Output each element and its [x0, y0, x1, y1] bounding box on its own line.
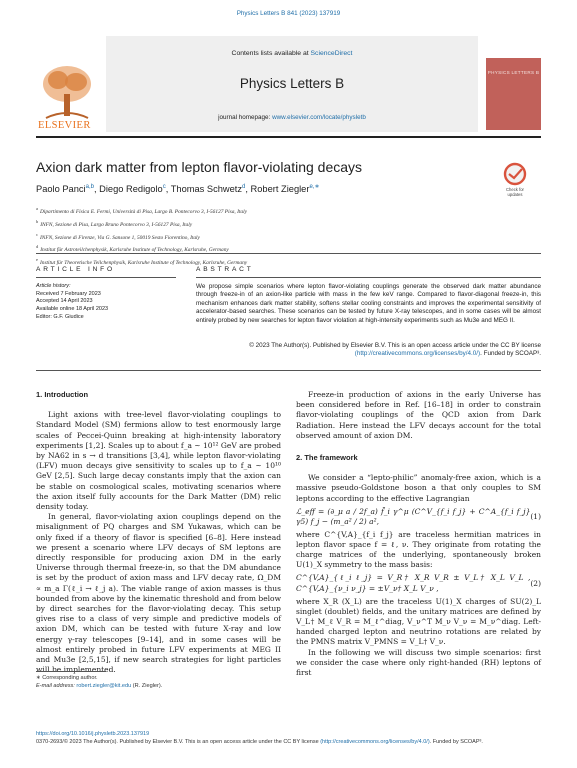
paragraph: where C^{V,A}_{f_i f_j} are traceless hermitian matrices in lepton flavor space f = ℓ, ν. They originate from rotating the charge matrices of the underlying, spontaneously broken U(1)_X symmetry to the mass basis: [296, 529, 541, 570]
author-affil-mark[interactable]: d [242, 184, 246, 190]
abstract-bottom-divider [36, 370, 541, 371]
paragraph: In the following we will discuss two simple scenarios: first we consider the case where only right-handed (RH) leptons of first [296, 647, 541, 678]
footer-copyright: 0370-2693/© 2023 The Author(s). Published by Elsevier B.V. This is an open access article under the CC BY license [36, 738, 319, 745]
affiliation-mark: c [36, 231, 38, 237]
email-label: E-mail address: [36, 683, 77, 689]
history-label: Article history: [36, 283, 71, 289]
affiliation-list [36, 204, 506, 268]
contents-prefix: Contents lists available at [231, 50, 311, 57]
affiliation-divider [36, 253, 541, 254]
author-list: Paolo Panci$^{a,b}$, Diego Redigolo$^c$, Thomas Schwetz$^d$, Robert Ziegler$^{e,∗}$ [36, 184, 320, 195]
info-divider [36, 277, 176, 278]
author-name[interactable]: Thomas Schwetz [170, 184, 243, 195]
affiliation-text: Institut für Theoretische Teilchenphysik, Karlsruhe Institute of Technology, Karlsruhe, Germany [39, 259, 248, 266]
right-column [296, 390, 541, 678]
author-name[interactable]: Paolo Panci [36, 184, 86, 195]
paragraph: Freeze-in production of axions in the early Universe has been considered before in Ref. [16–18] in order to constrain flavor-violating couplings of the QCD axion from Dark Radiation. Here instead the LFV decays account for the total observed amount of axion DM. [296, 390, 541, 440]
abstract-text: We propose simple scenarios where lepton flavor-violating couplings generate the observed dark matter abundance through freeze-in of an axion-like particle with mass in the few keV range. Compared to flavor-diagonal freeze-in, this mechanism enhances dark matter stability, softens stellar cooling constraints and improves the experimental sensitivity of accelerator-based searches. These scenarios can be tested by future X-ray telescopes, and in some cases will be almost entirely probed by new searches for lepton flavor violation at high-intensity experiments such as Mu3e and MEG II. [196, 283, 541, 324]
equation-body: ℒ_eff = (∂_μ a / 2f_a) f̄_i γ^μ (C^V_{f_i f_j} + C^A_{f_i f_j} γ5) f_j − (m_a² / 2) a², [296, 506, 531, 526]
article-title: Axion dark matter from lepton flavor-violating decays [36, 159, 363, 175]
copyright-text: © 2023 The Author(s). Published by Elsevier B.V. This is an open access article under the CC BY license [249, 342, 541, 349]
header-divider [36, 136, 541, 138]
article-info-heading: ARTICLE INFO [36, 266, 115, 273]
email-link[interactable]: robert.ziegler@kit.edu [76, 683, 132, 689]
footer-license-link[interactable]: (http://creativecommons.org/licenses/by/4.0/) [320, 738, 430, 745]
affiliation [36, 217, 506, 230]
equation-1 [296, 504, 541, 530]
article-history [36, 283, 108, 322]
affiliation-text: Dipartimento di Fisica E. Fermi, Università di Pisa, Largo B. Pontecorvo 3, I-56127 Pisa, Italy [39, 208, 247, 215]
homepage-link[interactable]: www.elsevier.com/locate/physletb [272, 114, 366, 121]
section-heading-introduction: 1. Introduction [36, 390, 89, 399]
author-affil-mark[interactable]: c [162, 184, 166, 190]
cover-title: PHYSICS LETTERS B [487, 70, 540, 75]
paragraph: We consider a “lepto-philic” anomaly-free axion, which is a massive pseudo-Goldstone boson a that only couples to SM leptons according to the effective Lagrangian [296, 473, 541, 503]
check-for-updates-icon[interactable] [496, 160, 534, 198]
elsevier-tree-logo [36, 60, 98, 122]
online-date: Available online 18 April 2023 [36, 306, 109, 313]
email-line [36, 682, 281, 690]
affiliation-text: INFN, Sezione di Firenze, Via G. Sansone 1, 50019 Sesto Fiorentino, Italy [39, 234, 200, 241]
svg-text:Check for: Check for [506, 187, 524, 192]
section-heading-framework: 2. The framework [296, 453, 358, 463]
affiliation-mark: e [36, 257, 38, 263]
footer-funded: . Funded by SCOAP³. [429, 738, 483, 745]
equation-number: (2) [530, 578, 541, 588]
doi-link[interactable]: https://doi.org/10.1016/j.physletb.2023.137919 [36, 731, 150, 737]
accepted-date: Accepted 14 April 2023 [36, 298, 93, 305]
affiliation [36, 204, 506, 217]
email-suffix: (R. Ziegler). [131, 683, 163, 689]
paragraph: where X_R (X_L) are the traceless U(1)_X charges of SU(2)_L singlet (doublet) fields, and the unitary matrices are defined by V_L† M_ℓ V_R = M_ℓ^diag, V_ν^T M_ν V_ν = M_ν^diag. Left-handed charged lepton and neutrino rotations are related by the PMNS matrix V_PMNS = V_L† V_ν. [296, 596, 541, 647]
homepage-line [106, 114, 478, 121]
masthead [36, 24, 541, 132]
journal-cover-thumbnail[interactable] [486, 58, 541, 130]
paragraph: In general, flavor-violating axion couplings depend on the misalignment of PQ charges and SM Yukawas, which can be only fixed if a theory of flavor is specified [6–8]. Here instead we present a scenario where LFV decays of SM leptons are directly responsible for producing axion DM in the early Universe through thermal freeze-in, so that the DM abundance is set by the product of axion mass and LFV decay rate, Ω_DM ∝ m_a Γ(ℓ_i → ℓ_j a). The viable range of axion masses is thus bounded from above by the kinematic threshold and from below by direct searches for the flavor-violating decay. This setup gives rise to a class of very simple and predictive models of axion DM, which can be tested with future X-ray and low energy γ-ray telescopes [9–14], and in some cases will be almost entirely probed in future LFV experiments at MEG II and Mu3e [2,5,15], if new search strategies for light particles will be implemented. [36, 512, 281, 675]
paragraph: Light axions with tree-level flavor-violating couplings to Standard Model (SM) fermions allow to test enormously large scales of Peccei-Quinn breaking at high-intensity laboratory experiments [1,2]. Scales up to about f_a ~ 10¹² GeV are probed by NA62 in s → d transitions [3,4], while lepton flavor-violating (LFV) muon decays give sensitivity to scales up to f_a ~ 10¹⁰ GeV [2,5]. Such large decay constants imply that the axion can be stable on cosmological scales, motivating scenarios where the axion itself fully accounts for the Dark Matter (DM) relic density today. [36, 410, 281, 512]
sciencedirect-link[interactable]: ScienceDirect [310, 50, 353, 57]
author-affil-mark[interactable]: a,b [85, 184, 94, 190]
equation-2 [296, 571, 541, 597]
abstract-divider [196, 277, 541, 278]
footer-license [36, 739, 541, 747]
left-column [36, 390, 281, 675]
author-name[interactable]: Robert Ziegler [250, 184, 310, 195]
journal-title: Physics Letters B [239, 76, 345, 91]
affiliation-text: INFN, Sezione di Pisa, Largo Bruno Pontecorvo 3, I-56127 Pisa, Italy [40, 221, 193, 228]
journal-banner [106, 36, 478, 132]
funded-text: . Funded by SCOAP³. [480, 350, 541, 358]
contents-line [106, 50, 478, 57]
footnote [36, 674, 281, 690]
received-date: Received 7 February 2023 [36, 290, 101, 297]
author-name[interactable]: Diego Redigolo [99, 184, 163, 195]
affiliation [36, 230, 506, 243]
affiliation-mark: d [36, 244, 39, 250]
publisher-name: ELSEVIER [38, 120, 91, 131]
license-link[interactable]: (http://creativecommons.org/licenses/by/4.0/) [354, 350, 481, 358]
editor: Editor: G.F. Giudice [36, 313, 84, 320]
equation-number: (1) [530, 511, 541, 521]
affiliation-text: Institut für Astroteilchenphysik, Karlsruhe Institute of Technology, Karlsruhe, Germany [40, 247, 229, 254]
corresponding-author-note: ∗ Corresponding author. [36, 675, 98, 681]
journal-reference: Physics Letters B 841 (2023) 137919 [236, 10, 341, 17]
page-footer [36, 731, 541, 746]
equation-body: C^{V,A}_{ℓ_i ℓ_j} = V_R† X_R V_R ± V_L† X_L V_L , C^{V,A}_{ν_i ν_j} = ±V_ν† X_L V_ν , [296, 573, 531, 593]
affiliation-mark: a [36, 206, 38, 211]
footnote-divider [36, 671, 106, 672]
abstract-copyright [196, 342, 541, 359]
affiliation-mark: b [36, 218, 39, 224]
abstract-heading: ABSTRACT [196, 266, 254, 273]
svg-text:updates: updates [507, 192, 523, 197]
homepage-prefix: journal homepage: [218, 114, 273, 121]
author-affil-mark[interactable]: e,∗ [309, 184, 320, 190]
